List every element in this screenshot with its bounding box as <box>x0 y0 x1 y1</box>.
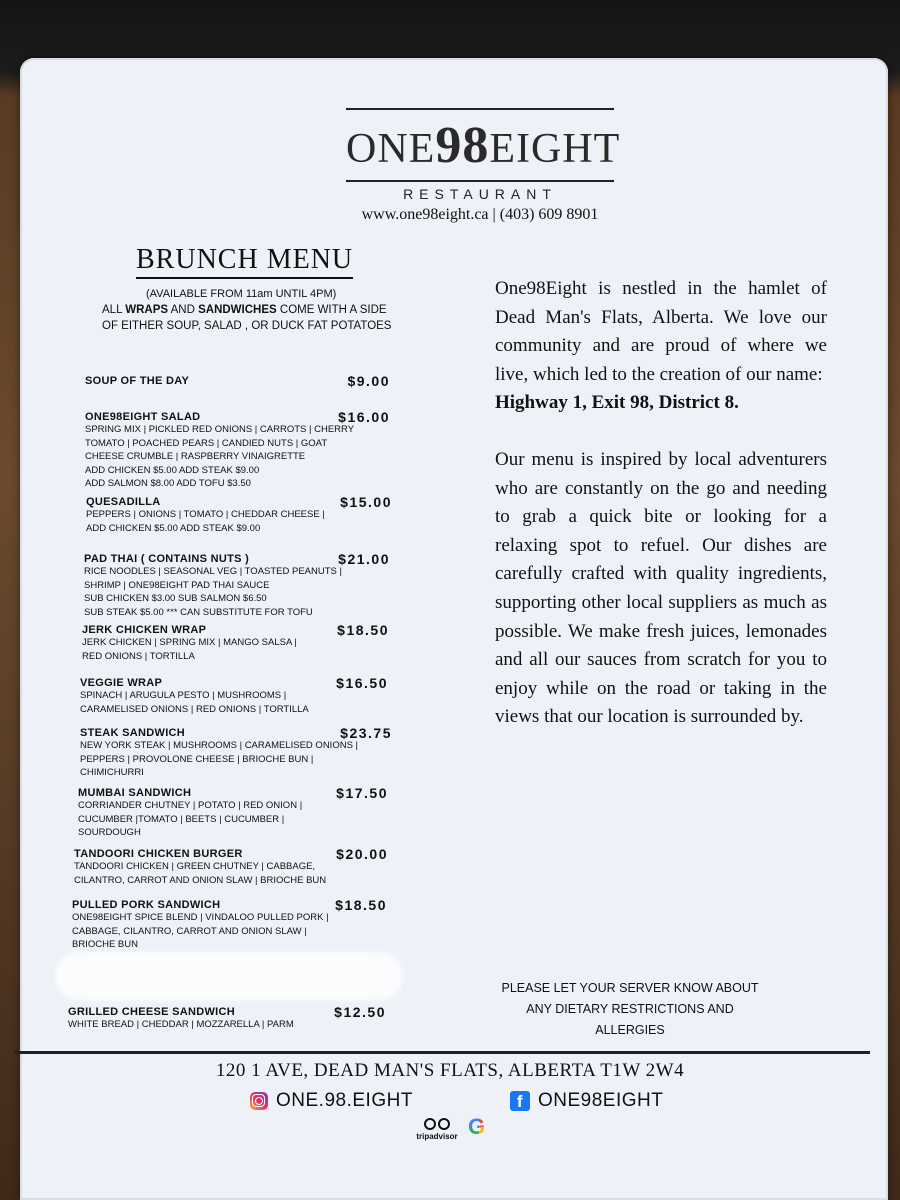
facebook-handle <box>510 1090 663 1112</box>
instagram-label: ONE.98.EIGHT <box>276 1090 413 1111</box>
item-desc-line: BRIOCHE BUN <box>72 939 138 950</box>
dietary-notice: PLEASE LET YOUR SERVER KNOW ABOUT ANY DIETARY RESTRICTIONS AND ALLERGIES <box>501 981 759 1037</box>
item-description <box>80 739 392 780</box>
item-description <box>72 911 387 952</box>
item-price: $17.50 <box>336 785 388 801</box>
availability-note: (AVAILABLE FROM 11am UNTIL 4PM) <box>146 288 337 300</box>
item-desc-line: SPINACH | ARUGULA PESTO | MUSHROOMS | <box>80 690 287 701</box>
menu-item <box>84 553 390 619</box>
item-desc-line: JERK CHICKEN | SPRING MIX | MANGO SALSA | <box>82 637 297 648</box>
item-name: ONE98EIGHT SALAD <box>85 411 201 423</box>
item-price: $16.50 <box>336 675 388 691</box>
item-desc-line: ADD CHICKEN $5.00 ADD STEAK $9.00 <box>86 522 261 534</box>
instagram-handle <box>250 1090 413 1112</box>
restaurant-logo: ONE98EIGHT <box>346 117 621 174</box>
menu-title: BRUNCH MENU <box>136 244 353 279</box>
item-price: $18.50 <box>335 897 387 913</box>
instagram-icon <box>250 1092 268 1110</box>
item-price: $20.00 <box>336 846 388 862</box>
item-name: VEGGIE WRAP <box>80 677 163 689</box>
item-name: PULLED PORK SANDWICH <box>72 899 221 911</box>
item-name: MUMBAI SANDWICH <box>78 787 192 799</box>
item-desc-line: CABBAGE, CILANTRO, CARROT AND ONION SLAW | <box>72 925 307 937</box>
item-description <box>80 689 388 716</box>
item-desc-line: CORRIANDER CHUTNEY | POTATO | RED ONION | <box>78 800 303 811</box>
item-desc-line: ADD CHICKEN $5.00 ADD STEAK $9.00 <box>85 464 260 476</box>
item-price: $16.00 <box>338 409 390 425</box>
item-desc-line: SOURDOUGH <box>78 827 141 838</box>
item-description <box>82 636 389 663</box>
item-description <box>84 565 390 619</box>
menu-item <box>74 848 388 887</box>
item-desc-line: CHEESE CRUMBLE | RASPBERRY VINAIGRETTE <box>85 451 306 462</box>
item-desc-line: ADD SALMON $8.00 ADD TOFU $3.50 <box>85 478 251 489</box>
item-name: QUESADILLA <box>86 496 161 508</box>
item-desc-line: CHIMICHURRI <box>80 767 144 778</box>
tripadvisor-label: tripadvisor <box>416 1132 458 1141</box>
item-description <box>86 508 392 535</box>
item-name: STEAK SANDWICH <box>80 727 186 739</box>
item-desc-line: TOMATO | POACHED PEARS | CANDIED NUTS | GOAT <box>85 437 328 449</box>
item-desc-line: CUCUMBER |TOMATO | BEETS | CUCUMBER | <box>78 813 285 825</box>
correction-whiteout <box>56 953 402 999</box>
item-description <box>78 799 388 840</box>
sides-note: ALL WRAPS AND SANDWICHES COME WITH A SIDE OF EITHER SOUP, SALAD , OR DUCK FAT POTATOES <box>102 304 392 332</box>
item-name: JERK CHICKEN WRAP <box>82 624 207 636</box>
item-name: GRILLED CHEESE SANDWICH <box>68 1006 236 1018</box>
item-price: $18.50 <box>337 622 389 638</box>
restaurant-story <box>495 275 827 732</box>
tripadvisor-logo <box>412 1118 462 1141</box>
story-paragraph: Our menu is inspired by local adventurers who are constantly on the go and needing to grab a quick bite or looking for a relaxing spot to refuel. Our dishes are carefully crafted with quality ingredients, supporting other local suppliers as much as possible. We make fresh juices, lemonades and all our sauces from scratch for you to enjoy while on the road or taking in the views that our location is surrounded by. <box>495 448 827 728</box>
item-desc-line: NEW YORK STEAK | MUSHROOMS | CARAMELISED ONIONS | <box>80 740 359 751</box>
google-icon: G <box>468 1116 490 1138</box>
item-price: $23.75 <box>340 725 392 741</box>
item-price: $9.00 <box>347 373 390 389</box>
item-desc-line: SUB CHICKEN $3.00 SUB SALMON $6.50 <box>84 593 267 604</box>
menu-item <box>80 727 392 780</box>
item-desc-line: SHRIMP | ONE98EIGHT PAD THAI SAUCE <box>84 579 270 591</box>
item-price: $12.50 <box>334 1004 386 1020</box>
story-highway: Highway 1, Exit 98, District 8. <box>495 392 739 414</box>
address: 120 1 AVE, DEAD MAN'S FLATS, ALBERTA T1W 2W4 <box>215 1060 685 1081</box>
facebook-icon: f <box>510 1091 530 1111</box>
item-desc-line: SPRING MIX | PICKLED RED ONIONS | CARROTS | CHERRY <box>85 424 355 435</box>
menu-item <box>86 496 392 535</box>
item-name: PAD THAI ( CONTAINS NUTS ) <box>84 553 250 565</box>
item-desc-line: RED ONIONS | TORTILLA <box>82 650 195 662</box>
tripadvisor-icon <box>424 1118 450 1132</box>
footer-rule <box>14 1051 870 1054</box>
menu-item <box>72 899 387 952</box>
menu-item <box>85 411 390 491</box>
logo-subtitle: RESTAURANT <box>403 186 557 202</box>
item-desc-line: CILANTRO, CARROT AND ONION SLAW | BRIOCHE BUN <box>74 874 327 886</box>
menu-item <box>68 1006 386 1032</box>
item-desc-line: CARAMELISED ONIONS | RED ONIONS | TORTILLA <box>80 703 309 715</box>
menu-item <box>82 624 389 663</box>
item-desc-line: TANDOORI CHICKEN | GREEN CHUTNEY | CABBAGE, <box>74 861 316 872</box>
item-price: $21.00 <box>338 551 390 567</box>
item-price: $15.00 <box>340 494 392 510</box>
story-paragraph: One98Eight is nestled in the hamlet of Dead Man's Flats, Alberta. We love our community and are proud of where we live, which led to the creation of our name: <box>495 278 827 385</box>
item-desc-line: SUB STEAK $5.00 *** CAN SUBSTITUTE FOR TOFU <box>84 606 313 618</box>
item-desc-line: WHITE BREAD | CHEDDAR | MOZZARELLA | PARM <box>68 1019 294 1030</box>
item-description <box>85 423 390 491</box>
logo-rule-bottom <box>346 180 614 182</box>
item-desc-line: ONE98EIGHT SPICE BLEND | VINDALOO PULLED PORK | <box>72 912 329 923</box>
facebook-label: ONE98EIGHT <box>538 1090 664 1111</box>
logo-rule-top <box>346 108 614 110</box>
item-name: TANDOORI CHICKEN BURGER <box>74 848 243 860</box>
menu-item <box>78 787 388 840</box>
item-desc-line: PEPPERS | ONIONS | TOMATO | CHEDDAR CHEESE | <box>86 509 325 520</box>
item-description <box>68 1018 386 1032</box>
item-desc-line: RICE NOODLES | SEASONAL VEG | TOASTED PEANUTS | <box>84 566 342 577</box>
menu-item <box>85 375 390 387</box>
item-name: SOUP OF THE DAY <box>85 375 190 387</box>
menu-item <box>80 677 388 716</box>
item-desc-line: PEPPERS | PROVOLONE CHEESE | BRIOCHE BUN | <box>80 753 314 765</box>
item-description <box>74 860 388 887</box>
contact-line: www.one98eight.ca | (403) 609 8901 <box>361 206 599 223</box>
